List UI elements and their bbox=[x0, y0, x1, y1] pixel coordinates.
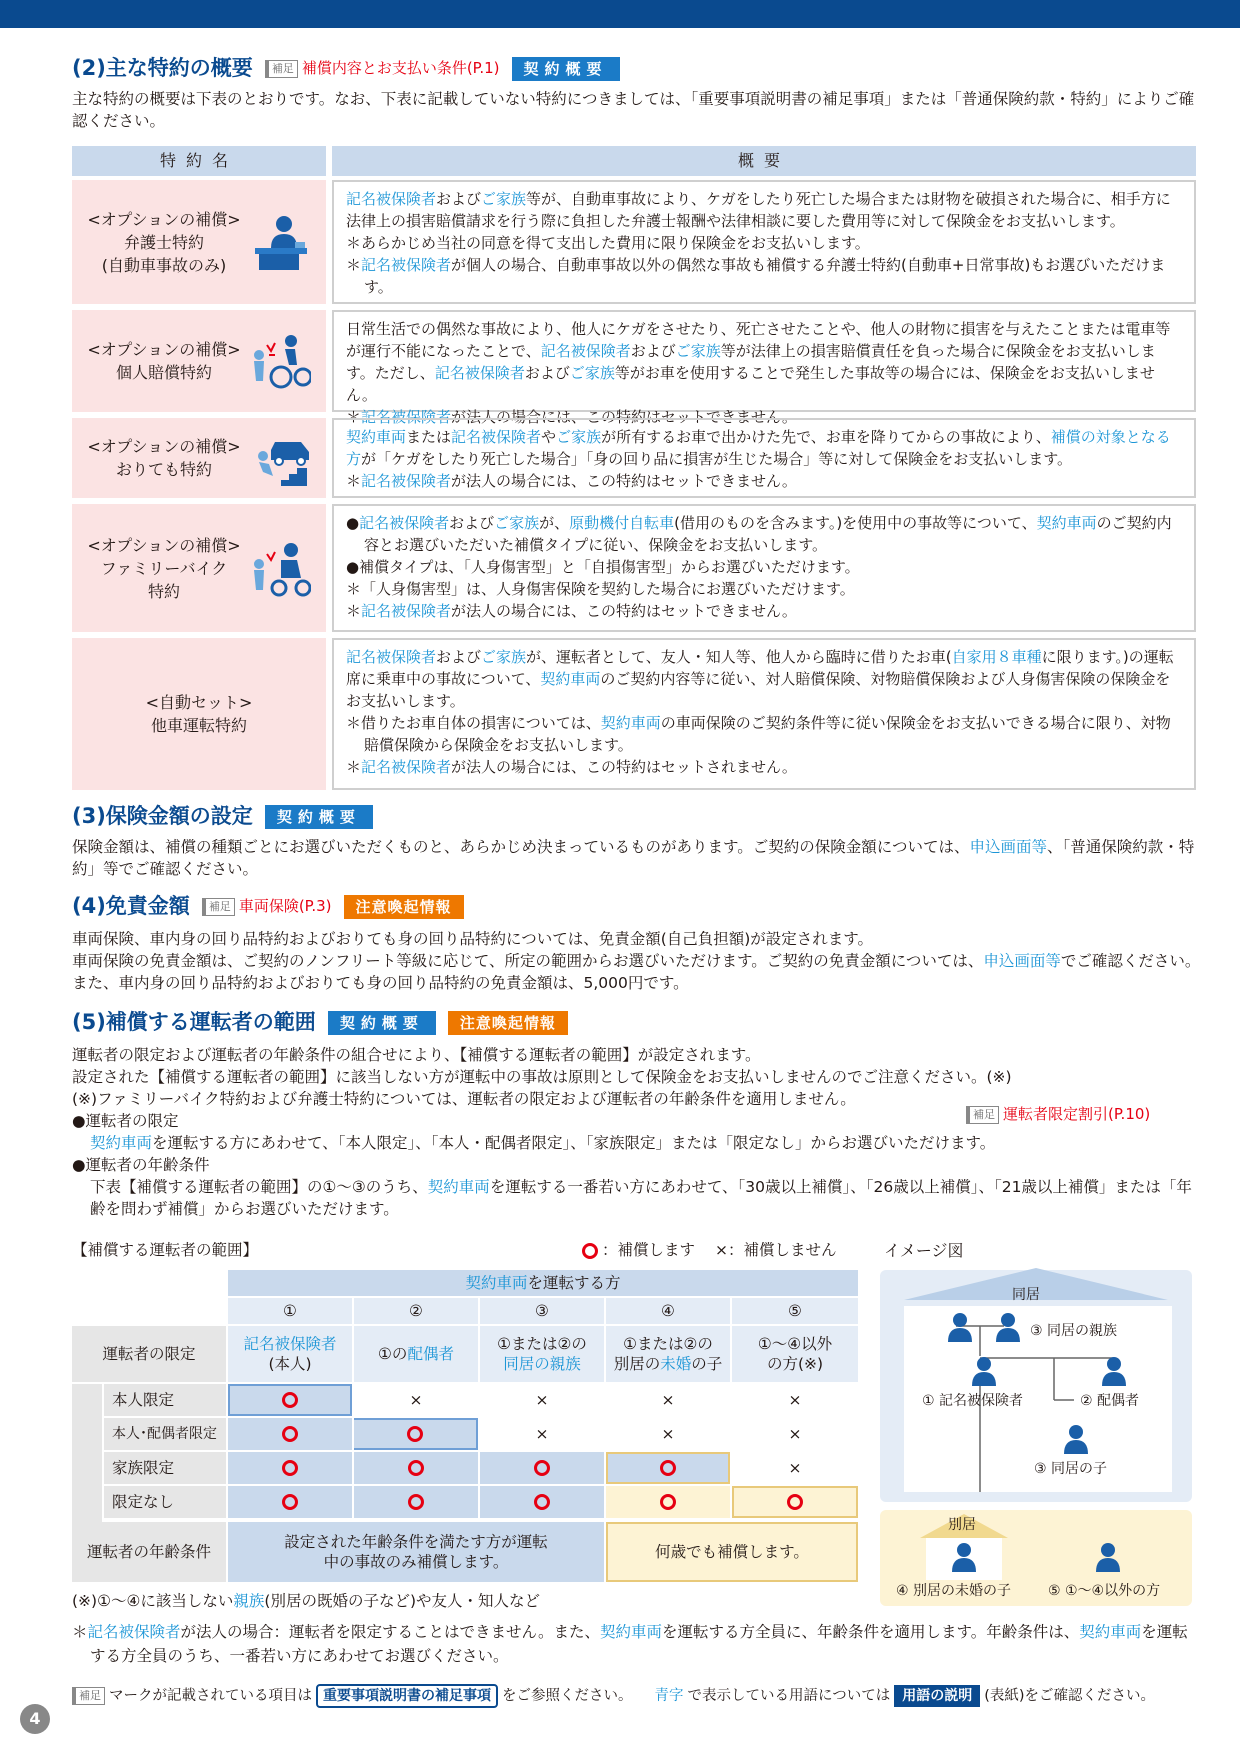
term-keiyaku-sharyo: 契約車両 bbox=[90, 1134, 153, 1152]
section-5-title: (5)補償する運転者の範囲 bbox=[72, 1010, 316, 1034]
person-icon bbox=[970, 1356, 998, 1392]
label-p3: ③ 同居の親族 bbox=[1030, 1323, 1118, 1339]
text: ①または②の bbox=[623, 1335, 713, 1353]
table-row bbox=[72, 180, 1196, 304]
bullet-text: ●運転者の限定 bbox=[72, 1112, 179, 1130]
text: ＊ bbox=[346, 602, 362, 620]
text: ①の bbox=[378, 1345, 408, 1363]
person-icon bbox=[1100, 1356, 1128, 1392]
text: を運転する一番若い方にあわせて、「30歳以上補償」、「26歳以上補償」、「21歳以上補償」または「年齢を問わず補償」からお選びいただけます。 bbox=[90, 1178, 1192, 1218]
maru-icon bbox=[282, 1426, 298, 1442]
cell-maru bbox=[480, 1452, 604, 1484]
term-keiyaku-sharyo: 契約車両 bbox=[427, 1178, 490, 1196]
maru-icon bbox=[787, 1494, 803, 1510]
hosoku-link[interactable]: 重要事項説明書の補足事項 bbox=[316, 1684, 498, 1708]
term-gentsuki: 原動機付自転車 bbox=[569, 514, 675, 532]
text: (別居の既婚の子など)や友人・知人など bbox=[264, 1592, 540, 1610]
term-gokazoku: ご家族 bbox=[494, 514, 540, 532]
text: 下表【補償する運転者の範囲】の①～③のうち、 bbox=[90, 1178, 428, 1196]
cell-maru bbox=[354, 1486, 478, 1518]
person-icon bbox=[946, 1312, 974, 1348]
section-5-ref[interactable] bbox=[966, 1104, 1150, 1125]
cell-maru bbox=[354, 1418, 478, 1450]
table-head-summary: 概要 bbox=[332, 146, 1196, 176]
row-name-cell bbox=[72, 180, 326, 304]
text: ＊借りたお車自体の損害については、 bbox=[346, 714, 601, 732]
text: を運転する方全員のうち、一番若い方にあわせてお選びください。 bbox=[90, 1623, 1188, 1665]
section-5-header bbox=[72, 1008, 568, 1037]
term-keiyaku-sharyo: 契約車両 bbox=[599, 1623, 662, 1641]
section-5-text bbox=[72, 1044, 1202, 1220]
dokyo-label: 同居 bbox=[1012, 1287, 1040, 1303]
age-label: 運転者の年齢条件 bbox=[72, 1522, 226, 1582]
row-summary-cell bbox=[332, 310, 1196, 426]
text: を運転する方にあわせて、「本人限定」、「本人・配偶者限定」、「家族限定」または「限定なし」からお選びいただけます。 bbox=[152, 1134, 996, 1152]
table-row bbox=[72, 418, 1196, 498]
term-gokazoku: ご家族 bbox=[675, 342, 721, 360]
top-bar bbox=[0, 0, 1240, 28]
text: の方(※) bbox=[766, 1355, 824, 1373]
hosoku-icon: 補足 bbox=[202, 898, 235, 916]
cell-maru bbox=[228, 1452, 352, 1484]
term-kimei: 記名被保険者 bbox=[87, 1623, 181, 1641]
text: 保険金額は、補償の種類ごとにお選びいただくものと、あらかじめ決まっているものがあります。ご契約の保険金額については、 bbox=[72, 838, 970, 856]
maru-icon bbox=[660, 1494, 676, 1510]
row-name-cell bbox=[72, 310, 326, 412]
row-name-line2: ファミリーバイク bbox=[100, 558, 228, 578]
term-keiyaku-sharyo: 契約車両 bbox=[1079, 1623, 1142, 1641]
cell-maru bbox=[228, 1418, 352, 1450]
col-num: ② bbox=[354, 1298, 478, 1324]
col-header-3 bbox=[480, 1326, 604, 1382]
text: を運転する方 bbox=[527, 1274, 621, 1292]
maru-icon bbox=[282, 1460, 298, 1476]
bekkyo-label: 別居 bbox=[948, 1517, 976, 1533]
section-2-header bbox=[72, 54, 620, 83]
cell-maru bbox=[354, 1452, 478, 1484]
table-head-name: 特約名 bbox=[72, 146, 326, 176]
term-gokazoku: ご家族 bbox=[481, 190, 527, 208]
table-row bbox=[72, 504, 1196, 632]
text: が個人の場合、自動車事故以外の偶然な事故も補償する弁護士特約(自動車+日常事故)もお選びいただけます。 bbox=[364, 256, 1166, 296]
chui-kanki-tag: 注意喚起情報 bbox=[344, 895, 464, 919]
text: が「ケガをしたり死亡した場合」「身の回り品に損害が生じた場合」等に対して保険金をお支払いします。 bbox=[361, 450, 1073, 468]
text: 設定された【補償する運転者の範囲】に該当しない方が運転中の事故は原則として保険金をお支払いしませんのでご注意ください。(※) bbox=[72, 1068, 1012, 1086]
text: が、運転者として、友人・知人等、他人から臨時に借りたお車( bbox=[526, 648, 952, 666]
row-name-line1: <オプションの補償> bbox=[87, 535, 241, 555]
term-kimei: 記名被保険者 bbox=[361, 602, 452, 620]
text: (本人) bbox=[268, 1355, 312, 1373]
chui-kanki-tag: 注意喚起情報 bbox=[448, 1011, 568, 1035]
col-num: ③ bbox=[480, 1298, 604, 1324]
table-row bbox=[72, 638, 1196, 790]
text: (※)①～④に該当しない bbox=[72, 1592, 234, 1610]
term-haigusha: 配偶者 bbox=[407, 1345, 454, 1363]
text: を運転する方全員に、年齢条件を適用します。年齢条件は、 bbox=[661, 1623, 1080, 1641]
term-kimei: 記名被保険者 bbox=[361, 408, 452, 426]
row-name-line1: <オプションの補償> bbox=[87, 437, 241, 456]
cell-x: × bbox=[661, 1425, 675, 1443]
term-moushikomi: 申込画面等 bbox=[983, 952, 1061, 970]
text: 等が法律上の損害賠償責任を負った場合に保険金をお支払いします。ただし、 bbox=[346, 342, 1156, 382]
term-kimei: 記名被保険者 bbox=[359, 514, 450, 532]
maru-icon bbox=[407, 1426, 423, 1442]
cell-maru bbox=[480, 1486, 604, 1518]
row-summary-cell bbox=[332, 418, 1196, 498]
age-cell-b: 何歳でも補償します。 bbox=[606, 1522, 858, 1582]
section-2-ref[interactable] bbox=[265, 58, 500, 79]
text: (表紙)をご確認ください。 bbox=[984, 1687, 1156, 1704]
row-name-cell bbox=[72, 418, 326, 498]
text: (借用のものを含みます。)を使用中の事故等について、 bbox=[674, 514, 1037, 532]
cell-x: × bbox=[409, 1391, 423, 1409]
person-icon bbox=[1062, 1424, 1090, 1460]
page-number: 4 bbox=[20, 1704, 50, 1734]
keiyaku-gaiyo-tag: 契約概要 bbox=[265, 805, 373, 829]
term-kimei: 記名被保険者 bbox=[346, 648, 437, 666]
cell-x: × bbox=[788, 1459, 802, 1477]
label-p4: ③ 同居の子 bbox=[1034, 1461, 1108, 1477]
row-name-line1: <オプションの補償> bbox=[87, 209, 241, 229]
text: 、「普通保険約款・特約」等でご確認ください。 bbox=[72, 838, 1195, 878]
text: 等がお車を使用することで発生した事故等の場合には、保険金をお支払いしません。 bbox=[346, 364, 1155, 404]
maru-icon bbox=[282, 1494, 298, 1510]
legend-maru-text: ：補償します bbox=[602, 1241, 696, 1259]
row-summary-cell bbox=[332, 638, 1196, 790]
row-name-cell bbox=[72, 504, 326, 632]
maru-icon bbox=[534, 1494, 550, 1510]
label-p6: ⑤ ①～④以外の方 bbox=[1048, 1583, 1161, 1599]
term-keiyaku-sharyo: 契約車両 bbox=[465, 1274, 528, 1292]
section-2-ref-text: 補償内容とお支払い条件(P.1) bbox=[301, 59, 500, 78]
cell-x: × bbox=[535, 1425, 549, 1443]
text: が法人の場合には、この特約はセットできません。 bbox=[451, 408, 797, 426]
text: および bbox=[436, 648, 482, 666]
row-name-line2: 他車運転特約 bbox=[150, 716, 247, 735]
term-shinzoku: 親族 bbox=[549, 1355, 581, 1373]
legend-x-text: ×：補償しません bbox=[715, 1241, 837, 1259]
term-kimei: 記名被保険者 bbox=[346, 190, 437, 208]
maru-icon bbox=[282, 1392, 298, 1408]
text: の子 bbox=[691, 1355, 723, 1373]
section-4-ref[interactable] bbox=[202, 896, 332, 917]
col-header-1 bbox=[228, 1326, 352, 1382]
text: および bbox=[436, 190, 482, 208]
person-icon bbox=[1094, 1542, 1122, 1578]
term-hosho-taisho: 補償の対象となる方 bbox=[346, 428, 1171, 468]
limit-row-label: 本人限定 bbox=[104, 1384, 226, 1416]
row-summary-cell bbox=[332, 504, 1196, 632]
label-p1: ① 記名被保険者 bbox=[922, 1393, 1024, 1409]
text: および bbox=[524, 364, 570, 382]
car-fall-icon bbox=[251, 428, 311, 488]
range-note bbox=[72, 1590, 852, 1612]
text: (※)ファミリーバイク特約および弁護士特約については、運転者の限定および運転者の年齢条件を適用しません。 bbox=[72, 1090, 856, 1108]
bullet-text: ●運転者の年齢条件 bbox=[72, 1156, 210, 1174]
keiyaku-gaiyo-tag: 契約概要 bbox=[328, 1011, 436, 1035]
term-dokyo: 同居の bbox=[503, 1355, 550, 1373]
section-4-ref-text: 車両保険(P.3) bbox=[238, 897, 332, 916]
term-kimei: 記名被保険者 bbox=[361, 758, 452, 776]
text: が法人の場合には、この特約はセットできません。 bbox=[451, 602, 797, 620]
section-3-title: (3)保険金額の設定 bbox=[72, 804, 253, 828]
text: 日常生活での偶然な事故により、他人にケガをさせたり、死亡させたことや、他人の財物に損害を与えたことまたは電車等が運行不能になったことで、 bbox=[346, 320, 1171, 360]
section-2-intro: 主な特約の概要は下表のとおりです。なお、下表に記載していない特約につきましては、「重要事項説明書の補足事項」または「普通保険約款・特約」によりご確認ください。 bbox=[72, 90, 1195, 130]
col-num: ④ bbox=[606, 1298, 730, 1324]
person-icon bbox=[994, 1312, 1022, 1348]
bicycle-accident-icon bbox=[251, 331, 311, 391]
text: の車両保険のご契約条件等に従い保険金をお支払いできる場合に限り、対物賠償保険から保険金をお支払いします。 bbox=[364, 714, 1171, 754]
row-name-line2: おりても特約 bbox=[115, 460, 212, 479]
col-header-2 bbox=[354, 1326, 478, 1382]
bullet-text: ●補償タイプは、「人身傷害型」と「自損傷害型」からお選びいただけます。 bbox=[346, 558, 860, 576]
term-kimei: 記名被保険者 bbox=[243, 1335, 337, 1353]
text: が法人の場合には、この特約はセットできません。 bbox=[451, 472, 797, 490]
lawyer-icon bbox=[251, 212, 311, 272]
text: または bbox=[406, 428, 452, 446]
cell-x: × bbox=[788, 1425, 802, 1443]
term-kimei: 記名被保険者 bbox=[361, 256, 452, 274]
term-shinzoku: 親族 bbox=[233, 1592, 265, 1610]
row-name-line3: (自動車事故のみ) bbox=[101, 255, 227, 275]
text: が所有するお車で出かけた先で、お車を降りてからの事故により、 bbox=[601, 428, 1051, 446]
corp-note bbox=[72, 1620, 1196, 1668]
range-title: 【補償する運転者の範囲】 bbox=[72, 1241, 259, 1259]
section-4-title: (4)免責金額 bbox=[72, 894, 190, 918]
row-summary-cell bbox=[332, 180, 1196, 304]
person-icon bbox=[950, 1542, 978, 1578]
cell-maru bbox=[732, 1486, 858, 1518]
cell-maru bbox=[228, 1384, 352, 1416]
text: が、 bbox=[539, 514, 570, 532]
maru-icon bbox=[408, 1460, 424, 1476]
text: および bbox=[630, 342, 676, 360]
text: 車両保険の免責金額は、ご契約のノンフリート等級に応じて、所定の範囲からお選びいただけます。ご契約の免責金額については、 bbox=[72, 952, 984, 970]
row-name-line2: 弁護士特約 bbox=[123, 232, 204, 252]
hosoku-icon: 補足 bbox=[966, 1106, 999, 1124]
term-moushikomi: 申込画面等 bbox=[969, 838, 1047, 856]
cell-maru bbox=[606, 1452, 730, 1484]
term-kimei: 記名被保険者 bbox=[361, 472, 452, 490]
col-header-5 bbox=[732, 1326, 858, 1382]
image-label: イメージ図 bbox=[884, 1241, 964, 1260]
row-name-cell bbox=[72, 638, 326, 790]
note: ＊あらかじめ当社の同意を得て支出した費用に限り保険金をお支払いします。 bbox=[346, 234, 870, 252]
text: ①～④以外 bbox=[757, 1335, 833, 1353]
term-gokazoku: ご家族 bbox=[556, 428, 602, 446]
text: や bbox=[541, 428, 557, 446]
cell-maru bbox=[606, 1486, 730, 1518]
text: マークが記載されている項目は bbox=[109, 1687, 312, 1704]
cell-maru bbox=[228, 1486, 352, 1518]
label-p5: ④ 別居の未婚の子 bbox=[896, 1583, 1012, 1599]
col-header-4 bbox=[606, 1326, 730, 1382]
row-name-line1: <オプションの補償> bbox=[87, 340, 241, 359]
text: ＊ bbox=[346, 408, 362, 426]
text: 等が、自動車事故により、ケガをしたり死亡した場合または財物を破損された場合に、相手方に法律上の損害賠償請求を行う際に負担した弁護士報酬や法律相談に要した費用等に対して保険金をお支払いします。 bbox=[346, 190, 1171, 230]
term-mikon: 未婚 bbox=[660, 1355, 692, 1373]
text: のご契約内容等に従い、対人賠償保険、対物賠償保険および人身傷害保険の保険金をお支払いします。 bbox=[346, 670, 1171, 710]
maru-icon bbox=[408, 1494, 424, 1510]
text: で表示している用語については bbox=[687, 1687, 891, 1704]
glossary-link[interactable]: 用語の説明 bbox=[894, 1685, 980, 1707]
text: 運転者の限定および運転者の年齢条件の組合せにより、【補償する運転者の範囲】が設定されます。 bbox=[72, 1046, 761, 1064]
bullet: ● bbox=[346, 514, 360, 532]
text: が法人の場合には、この特約はセットされません。 bbox=[451, 758, 797, 776]
cell-x: × bbox=[535, 1391, 549, 1409]
term-keiyaku-sharyo: 契約車両 bbox=[540, 670, 601, 688]
hosoku-icon: 補足 bbox=[72, 1687, 105, 1705]
text: ＊ bbox=[346, 256, 362, 274]
cell-x: × bbox=[788, 1391, 802, 1409]
term-kimei: 記名被保険者 bbox=[434, 364, 525, 382]
col-num: ① bbox=[228, 1298, 352, 1324]
term-gokazoku: ご家族 bbox=[481, 648, 527, 666]
limit-row-label: 家族限定 bbox=[104, 1452, 226, 1484]
text: ①または②の bbox=[497, 1335, 587, 1353]
text: が法人の場合：運転者を限定することはできません。また、 bbox=[180, 1623, 600, 1641]
keiyaku-gaiyo-tag: 契約概要 bbox=[512, 57, 620, 81]
text: のご契約内容とお選びいただいた補償タイプに従い、保険金をお支払いします。 bbox=[364, 514, 1172, 554]
section-5-ref-text: 運転者限定割引(P.10) bbox=[1003, 1105, 1151, 1123]
cell-x: × bbox=[661, 1391, 675, 1409]
limit-row-label: 限定なし bbox=[104, 1486, 226, 1518]
term-kimei: 記名被保険者 bbox=[540, 342, 631, 360]
term-keiyaku-sharyo: 契約車両 bbox=[1036, 514, 1097, 532]
col-num: ⑤ bbox=[732, 1298, 858, 1324]
motorbike-icon bbox=[251, 538, 311, 598]
footer bbox=[72, 1684, 1155, 1708]
row-name-line2: 個人賠償特約 bbox=[115, 363, 212, 382]
text: ＊ bbox=[346, 472, 362, 490]
group-header bbox=[228, 1270, 858, 1296]
term-kimei: 記名被保険者 bbox=[451, 428, 542, 446]
text: をご参照ください。 bbox=[502, 1687, 633, 1704]
hosoku-icon: 補足 bbox=[265, 60, 298, 78]
blue-text-label: 青字 bbox=[654, 1687, 684, 1704]
limit-label-bar bbox=[72, 1384, 102, 1522]
text: 車両保険、車内身の回り品特約およびおりても身の回り品特約については、免責金額(自己負担額)が設定されます。 bbox=[72, 930, 874, 948]
section-4-text bbox=[72, 928, 1202, 994]
term-jikayo-8: 自家用８車種 bbox=[951, 648, 1042, 666]
text: ＊ bbox=[72, 1623, 88, 1641]
text: および bbox=[449, 514, 495, 532]
range-legend bbox=[582, 1240, 837, 1262]
limit-row-label: 本人･配偶者限定 bbox=[104, 1418, 226, 1450]
limit-label: 運転者の限定 bbox=[72, 1326, 226, 1382]
age-cell-a: 設定された年齢条件を満たす方が運転中の事故のみ補償します。 bbox=[228, 1522, 604, 1582]
row-name-line3: 特約 bbox=[147, 581, 180, 601]
text: ＊ bbox=[346, 758, 362, 776]
section-3-text bbox=[72, 836, 1196, 880]
text: 別居の bbox=[613, 1355, 661, 1373]
text: に限ります。)の運転席に乗車中の事故について、 bbox=[346, 648, 1174, 688]
section-4-header bbox=[72, 892, 464, 921]
label-p2: ② 配偶者 bbox=[1080, 1393, 1140, 1409]
text: でご確認ください。 bbox=[1060, 952, 1201, 970]
maru-icon bbox=[660, 1460, 676, 1476]
term-gokazoku: ご家族 bbox=[569, 364, 615, 382]
text: また、車内身の回り品特約およびおりても身の回り品特約の免責金額は、5,000円です。 bbox=[72, 974, 689, 992]
section-3-header bbox=[72, 802, 373, 831]
note: ＊「人身傷害型」は、人身傷害保険を契約した場合にお選びいただけます。 bbox=[346, 580, 855, 598]
maru-icon bbox=[534, 1460, 550, 1476]
term-keiyaku-sharyo: 契約車両 bbox=[346, 428, 407, 446]
row-name-line1: <自動セット> bbox=[145, 693, 253, 712]
maru-icon bbox=[582, 1243, 598, 1259]
section-2-title: (2)主な特約の概要 bbox=[72, 56, 253, 80]
table-row bbox=[72, 310, 1196, 426]
term-keiyaku-sharyo: 契約車両 bbox=[600, 714, 661, 732]
